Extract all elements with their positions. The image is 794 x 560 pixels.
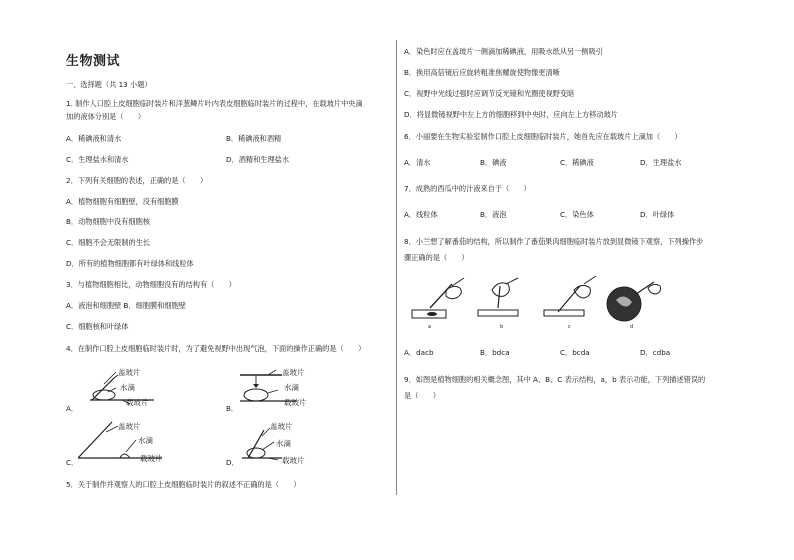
q7-stem: 7．成熟的西瓜中的汁液来自于（ ） [404,184,531,193]
section-heading: 一、选择题（共 13 小题） [66,80,152,89]
q2-option-b[interactable]: B．动物细胞中没有细胞核 [66,217,150,226]
q8-option-c[interactable]: C．bcda [560,348,590,357]
q1-option-c[interactable]: C．生理盐水和清水 [66,155,129,164]
q5-option-a[interactable]: A．染色时应在盖玻片一侧滴加稀碘液，用吸水纸从另一侧吸引 [404,47,603,56]
q4-option-c-letter[interactable]: C． [66,458,79,467]
coverslip-line [92,378,114,400]
hand [492,283,509,297]
q4-option-a-letter[interactable]: A． [66,404,79,413]
q5-option-c[interactable]: C．视野中光线过强时应调节反光镜和光圈使视野变暗 [404,89,575,98]
q4a-label-water: 水滴 [120,383,135,392]
q7-option-b[interactable]: B．液泡 [480,210,507,219]
slide [478,310,518,316]
q4-option-d-letter[interactable]: D． [226,458,239,467]
q7-option-d[interactable]: D．叶绿体 [640,210,675,219]
coverslip-line [78,422,112,458]
q3-stem: 3．与植物细胞相比，动物细胞没有的结构有（ ） [66,280,236,289]
hand [574,285,590,298]
q4d-label-water: 水滴 [276,439,291,448]
water-drop [120,454,130,458]
q7-option-a[interactable]: A．线粒体 [404,210,438,219]
q4-stem: 4．在制作口腔上皮细胞临时装片时，为了避免视野中出现气泡，下面的操作正确的是（ ） [66,344,366,353]
dropper [498,286,500,308]
q4c-label-coverslip: 盖玻片 [118,422,141,431]
q6-option-c[interactable]: C．稀碘液 [560,158,594,167]
q8-step-a-figure [408,276,468,332]
q4-option-b-letter[interactable]: B． [226,404,239,413]
q4c-label-slide: 载玻片 [140,454,163,463]
q8-option-a[interactable]: A．dacb [404,348,434,357]
q2-option-a[interactable]: A．植物细胞有细胞壁，没有细胞膜 [66,197,179,206]
q8-stem-line2: 骤正确的是（ ） [404,253,469,262]
q5-option-b[interactable]: B．换用高倍镜后应旋转粗准焦螺旋使物像更清晰 [404,68,560,77]
q5-option-d[interactable]: D．将显微镜视野中左上方的细胞移到中央时，应向左上方移动玻片 [404,110,618,119]
q1-option-a[interactable]: A．稀碘液和清水 [66,134,122,143]
q4d-label-coverslip: 盖玻片 [270,422,293,431]
q4c-label-water: 水滴 [138,436,153,445]
slide [544,310,584,316]
q9-stem-line1: 9．如图是植物细胞的相关概念图，其中 A、B、C 表示结构，a，b 表示功能，下列描述错误的 [404,375,706,384]
q6-option-b[interactable]: B．碘液 [480,158,507,167]
q4a-label-slide: 载玻片 [126,398,149,407]
column-divider [396,40,397,495]
q8-option-d[interactable]: D．cdba [640,348,671,357]
q8-step-c-label: c [568,324,571,330]
q8-step-d-label: d [630,324,634,330]
q4b-label-water: 水滴 [284,383,299,392]
q3-option-ab[interactable]: A．液泡和细胞壁 B．细胞膜和细胞壁 [66,301,186,310]
hand [446,286,461,298]
q1-option-d[interactable]: D．酒精和生理盐水 [226,155,290,164]
q4a-label-coverslip: 盖玻片 [118,368,141,377]
q7-option-c[interactable]: C．染色体 [560,210,594,219]
q5-stem: 5．关于制作并观察人的口腔上皮细胞临时装片的叙述不正确的是（ ） [66,480,301,489]
hand [648,284,661,294]
q8-step-d-figure [602,276,666,332]
needle [558,286,580,312]
q8-option-b[interactable]: B．bdca [480,348,510,357]
q9-stem-line2: 是（ ） [404,391,440,400]
dropper [430,284,452,308]
q4d-label-slide: 载玻片 [282,456,305,465]
q3-option-c[interactable]: C．细胞核和叶绿体 [66,322,129,331]
q1-stem-line2: 加的液体分别是（ ） [66,112,146,121]
coverslip-line [248,430,264,458]
q8-stem-line1: 8．小兰想了解番茄的结构，所以制作了番茄果肉细胞临时装片放到显微镜下观察，下列操作步 [404,237,704,246]
q4b-label-slide: 载玻片 [284,398,307,407]
q6-option-a[interactable]: A．清水 [404,158,431,167]
water-drop [244,389,268,401]
q1-stem-line1: 1. 制作人口腔上皮细胞临时装片和洋葱鳞片叶内表皮细胞临时装片的过程中，在载玻片中央滴 [66,99,363,108]
q8-step-a-label: a [428,324,432,330]
q2-option-c[interactable]: C．细胞不会无限制的生长 [66,238,151,247]
q4b-label-coverslip: 盖玻片 [282,368,305,377]
q6-stem: 6．小丽要在生物实验室制作口腔上皮细胞临时装片，她首先应在载玻片上滴加（ ） [404,132,682,141]
q8-step-b-label: b [500,324,504,330]
q1-option-b[interactable]: B．稀碘液和酒精 [226,134,282,143]
q2-stem: 2．下列有关细胞的表述，正确的是（ ） [66,176,208,185]
q2-option-d[interactable]: D．所有的植物细胞都有叶绿体和线粒体 [66,259,194,268]
q6-option-d[interactable]: D．生理盐水 [640,158,682,167]
page-title: 生物测试 [66,54,121,69]
